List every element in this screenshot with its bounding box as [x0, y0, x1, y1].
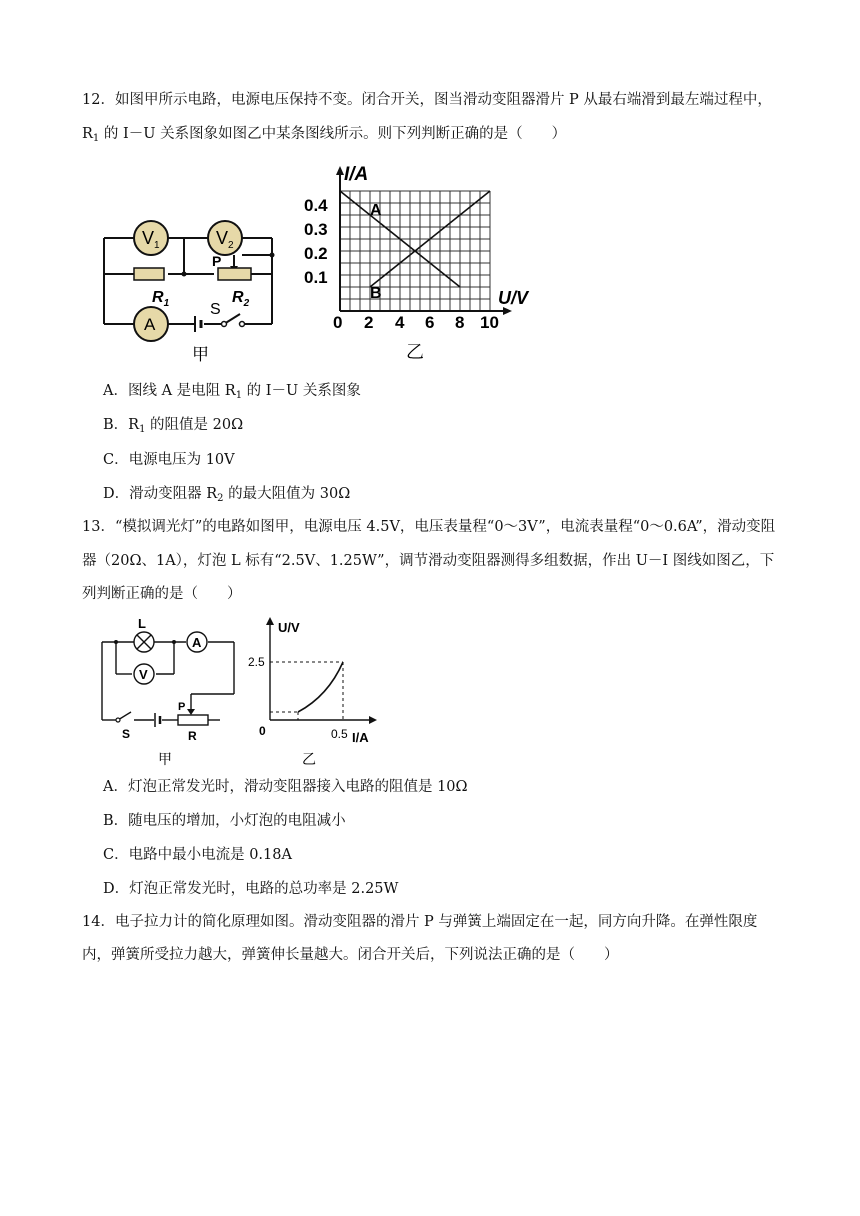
switch-s-label: S: [210, 301, 221, 318]
rheostat-icon: [178, 715, 208, 725]
x-tick-2: 2: [364, 313, 374, 332]
line-a-label: A: [370, 202, 382, 219]
q12-circuit-caption: 甲: [192, 345, 209, 364]
y-axis-label: I/A: [344, 164, 369, 185]
q13-graph-caption: 乙: [302, 751, 316, 767]
lamp-l-label: L: [138, 616, 146, 631]
x-tick-10: 10: [480, 313, 499, 332]
q13-stem-line3: 列判断正确的是（ ）: [82, 586, 242, 602]
svg-text:V1: $V_1$: [142, 228, 160, 251]
rheostat-r-label: R: [188, 729, 197, 743]
y-tick-0.2: 0.2: [304, 244, 328, 263]
y-tick-0.3: 0.3: [304, 220, 328, 239]
x-axis-label: I/A: [352, 730, 369, 745]
slider-p-label: P: [178, 701, 186, 713]
y-tick-0.4: 0.4: [304, 196, 328, 215]
q12-option-a[interactable]: A．图线 A 是电阻 $R_1$ 的 I－U 关系图象: [103, 383, 361, 401]
origin-label: 0: [259, 724, 266, 738]
q13-option-b[interactable]: B．随电压的增加，小灯泡的电阻减小: [103, 813, 346, 829]
voltmeter-label: V: [139, 667, 148, 682]
q12-option-b[interactable]: B．$R_1$ 的阻值是 20Ω: [103, 417, 244, 435]
q13-option-d[interactable]: D．灯泡正常发光时，电路的总功率是 2.25W: [103, 881, 399, 897]
resistor-r2-icon: [218, 268, 251, 280]
slider-p-label: P: [212, 253, 222, 269]
q12-option-c[interactable]: C．电源电压为 10V: [103, 452, 235, 468]
q14-stem-line1: 14．电子拉力计的简化原理如图。滑动变阻器的滑片 P 与弹簧上端固定在一起，同方向升降。在弹性限度: [82, 914, 758, 930]
y-axis-label: U/V: [278, 620, 300, 635]
x-tick-0.5: 0.5: [331, 727, 348, 741]
x-tick-8: 8: [455, 313, 465, 332]
line-b-label: B: [370, 285, 382, 302]
q13-ui-graph: [240, 612, 390, 772]
q13-circuit-caption: 甲: [158, 751, 172, 767]
q13-option-c[interactable]: C．电路中最小电流是 0.18A: [103, 847, 292, 863]
q13-stem-line2: 器（20Ω、1A），灯泡 L 标有“2.5V、1.25W”，调节滑动变阻器测得多组数据，作出 U－I 图线如图乙，下: [82, 553, 775, 569]
switch-s-label: S: [122, 727, 131, 741]
x-tick-6: 6: [425, 313, 435, 332]
resistor-r1-icon: [134, 268, 164, 280]
q13-circuit-diagram: [96, 612, 246, 772]
svg-text:R1: $R_1$: [152, 289, 170, 309]
q13-stem-line1: 13．“模拟调光灯”的电路如图甲，电源电压 4.5V，电压表量程“0～3V”，电流表量程“0～0.6A”，滑动变阻: [82, 519, 776, 535]
r1-label: R: [152, 289, 164, 306]
q12-circuit-diagram: [96, 210, 286, 370]
svg-text:R2: $R_2$: [232, 289, 250, 309]
x-axis-label: U/V: [498, 288, 529, 308]
q14-stem-line2: 内，弹簧所受拉力越大，弹簧伸长量越大。闭合开关后，下列说法正确的是（ ）: [82, 947, 619, 963]
ammeter-label: A: [144, 315, 156, 334]
q12-graph-caption: 乙: [406, 342, 424, 362]
y-tick-2.5: 2.5: [248, 655, 265, 669]
x-tick-0: 0: [333, 313, 343, 332]
svg-text:V2: $V_2$: [216, 228, 234, 251]
q12-stem-line2: $R_1$ 的 I－U 关系图象如图乙中某条图线所示。则下列判断正确的是（ ）: [82, 126, 567, 144]
x-tick-4: 4: [395, 313, 405, 332]
ui-curve: [298, 662, 343, 712]
v2-label: V: [216, 228, 229, 248]
q12-iu-graph: [300, 158, 540, 368]
r2-label: R: [232, 289, 244, 306]
ammeter-label: A: [192, 635, 202, 650]
q12-option-d[interactable]: D．滑动变阻器 $R_2$ 的最大阻值为 30Ω: [103, 486, 351, 504]
y-tick-0.1: 0.1: [304, 268, 328, 287]
q12-stem-line1: 12．如图甲所示电路，电源电压保持不变。闭合开关，图当滑动变阻器滑片 P 从最右端滑到最左端过程中，: [82, 92, 772, 108]
q13-option-a[interactable]: A．灯泡正常发光时，滑动变阻器接入电路的阻值是 10Ω: [103, 779, 468, 795]
v1-label: V: [142, 228, 155, 248]
